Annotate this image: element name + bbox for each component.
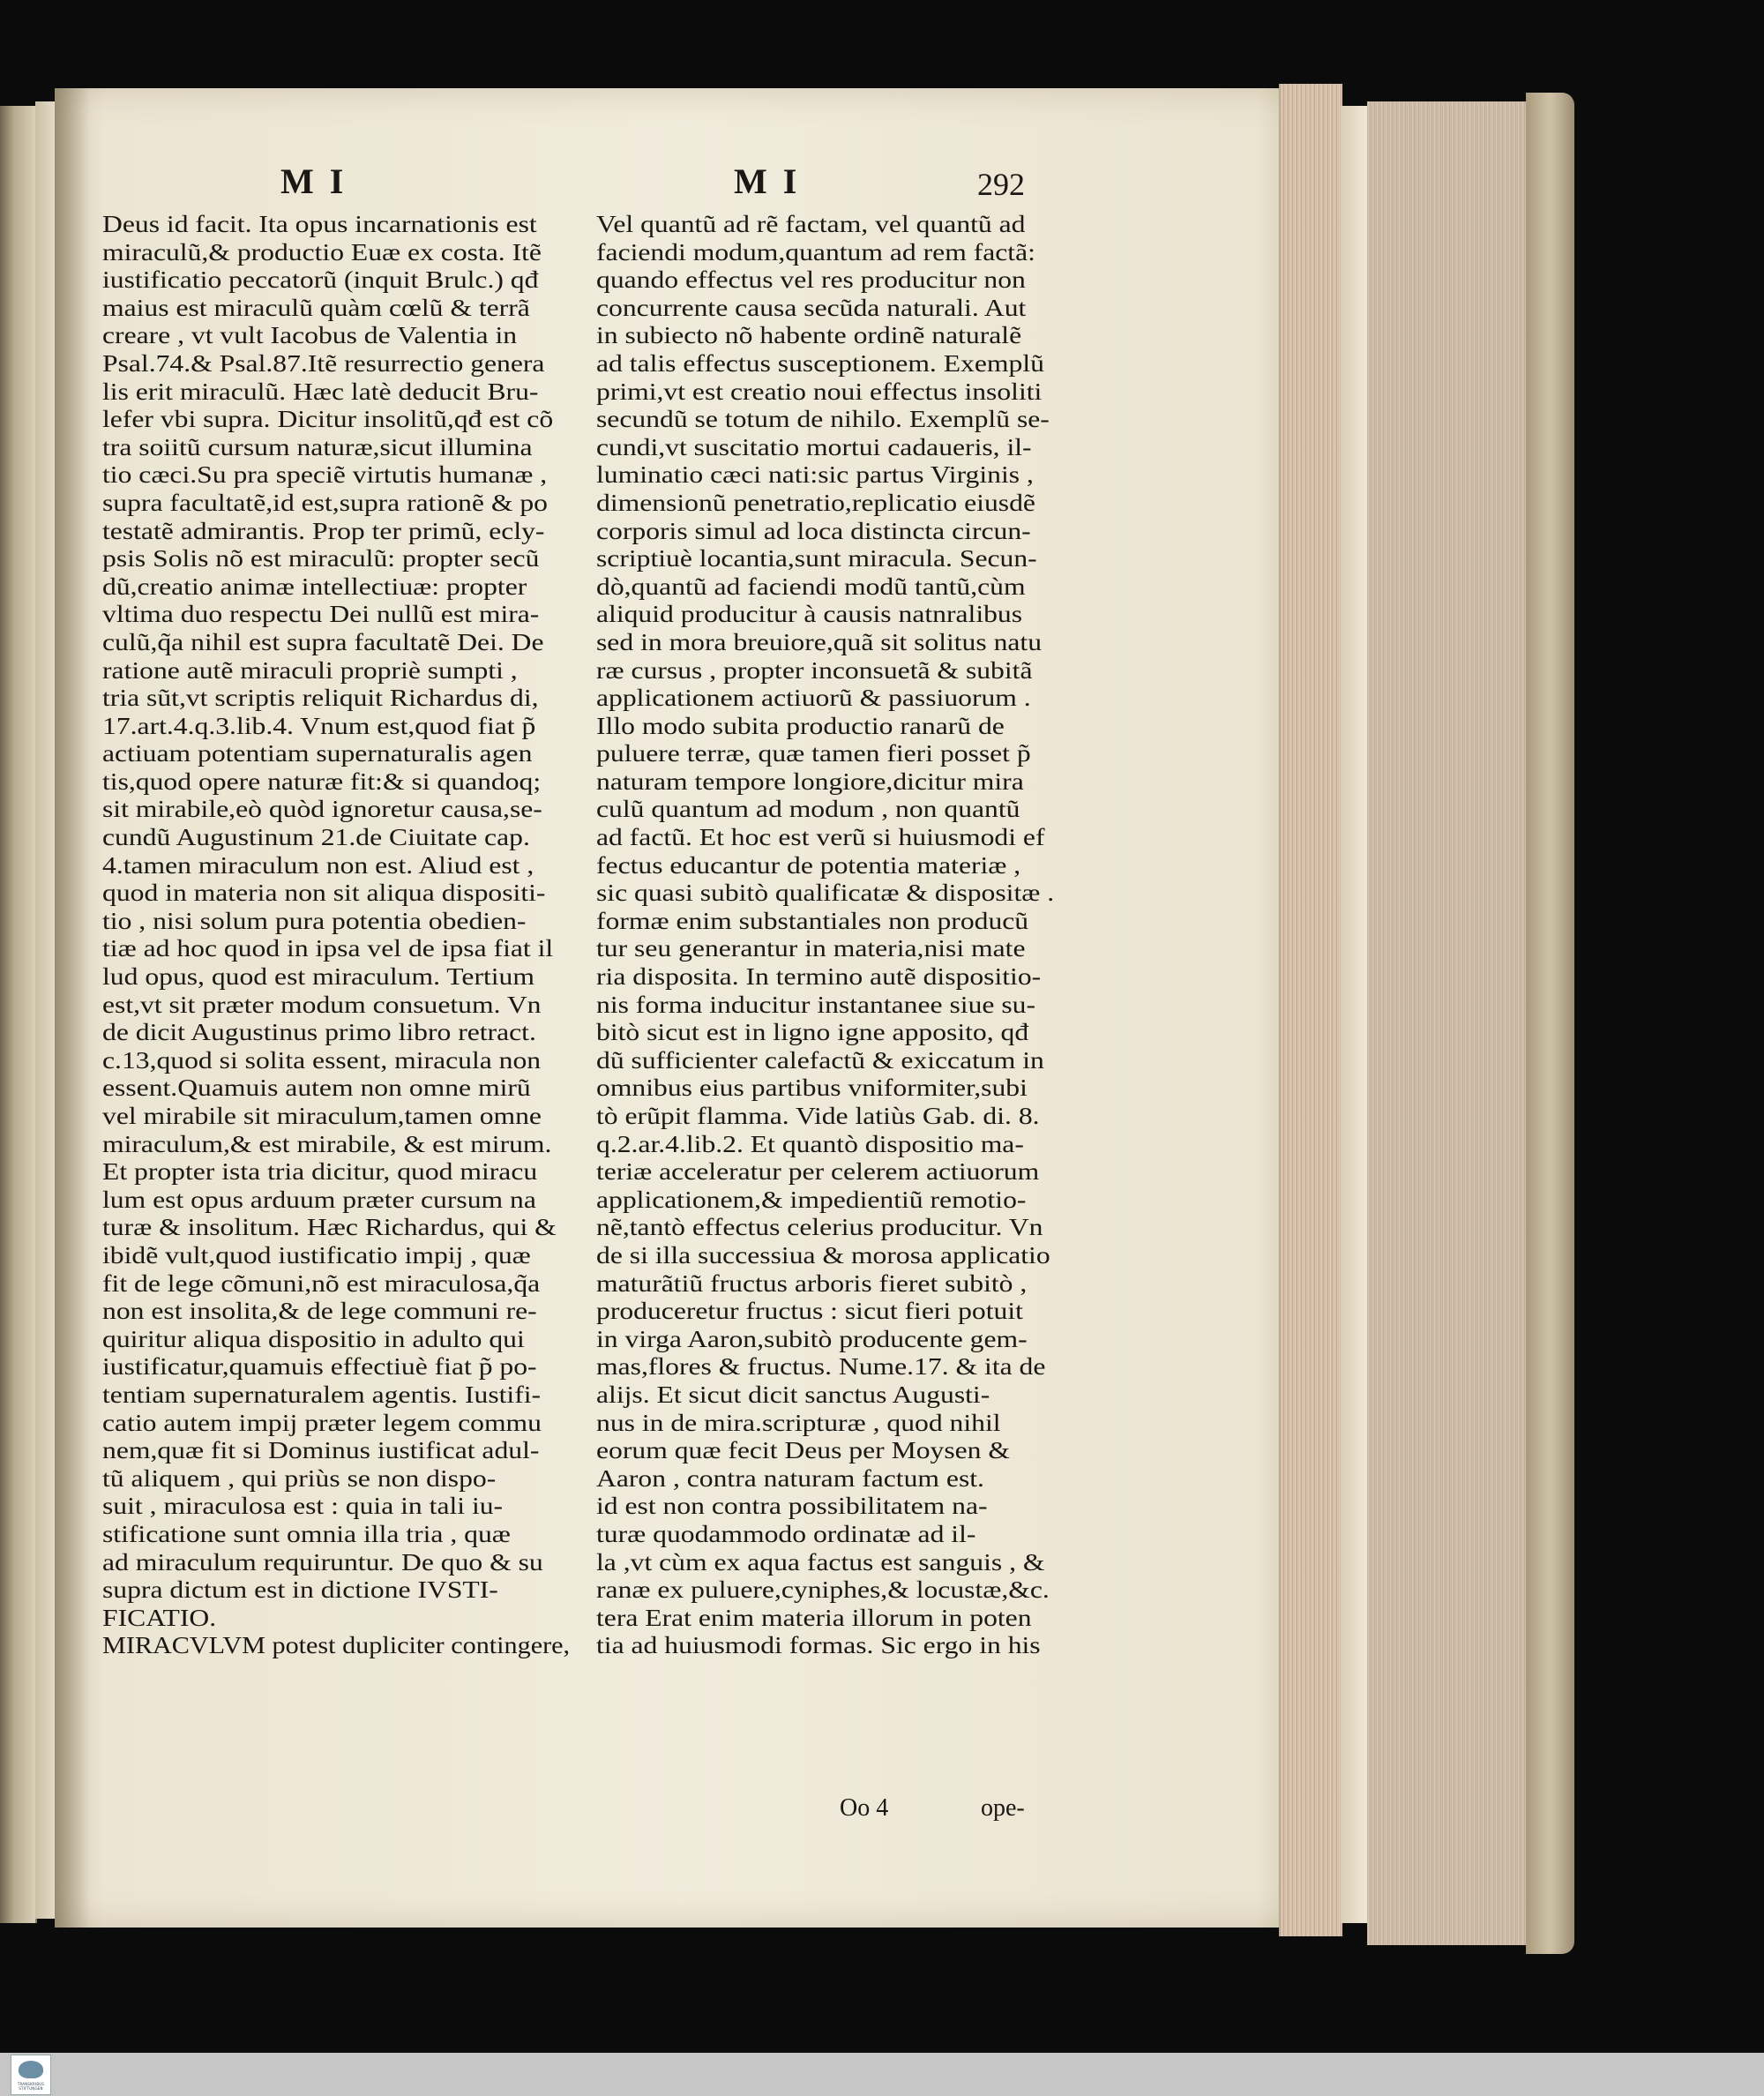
text-line: psis Solis nõ est miraculũ: propter secũ: [102, 544, 540, 573]
text-line: formæ enim substantiales non producũ: [596, 906, 1029, 934]
viewer-bottom-bar: [0, 2053, 1764, 2096]
text-line: quando effectus vel res producitur non: [596, 266, 1026, 294]
text-line: dò,quantũ ad faciendi modũ tantũ,cùm: [596, 572, 1026, 600]
text-line: cundi,vt suscitatio mortui cadaueris, il-: [596, 432, 1032, 460]
text-line: sit mirabile,eò quòd ignoretur causa,se-: [102, 795, 542, 823]
text-line: de si illa successiua & morosa applicatio: [596, 1240, 1050, 1269]
text-line: nus in de mira.scripturæ , quod nihil: [596, 1408, 1001, 1436]
catchword: ope-: [981, 1794, 1025, 1822]
text-line: secundũ se totum de nihilo. Exemplũ se-: [596, 405, 1050, 433]
text-line: fit de lege cõmuni,nõ est miraculosa,q̃a: [102, 1269, 541, 1297]
text-line: tur seu generantur in materia,nisi mate: [596, 934, 1026, 962]
text-line: lud opus, quod est miraculum. Tertium: [102, 962, 534, 991]
text-line: miraculum,& est mirabile, & est mirum.: [102, 1129, 552, 1157]
text-line: nem,quæ fit si Dominus iustificat adul-: [102, 1436, 540, 1464]
text-line: suit , miraculosa est : quia in tali iu-: [102, 1492, 504, 1520]
text-line: applicationem actiuorũ & passiuorum .: [596, 684, 1031, 712]
text-line: scriptiuè locantia,sunt miracula. Secun-: [596, 544, 1037, 573]
text-line: ranæ ex puluere,cyniphes,& locustæ,&c.: [596, 1576, 1050, 1604]
text-line: stificatione sunt omnia illa tria , quæ: [102, 1519, 511, 1547]
text-line: sed in mora breuiore,quã sit solitus natu: [596, 627, 1043, 655]
text-line: id est non contra possibilitatem na-: [596, 1492, 988, 1520]
text-line: tentiam supernaturalem agentis. Iustifi-: [102, 1380, 542, 1408]
book-cover: [1526, 93, 1574, 1954]
text-line: Vel quantũ ad rẽ factam, vel quantũ ad: [596, 210, 1026, 237]
text-line: ria disposita. In termino autẽ dispositio-: [596, 962, 1042, 991]
text-line: vltima duo respectu Dei nullũ est mira-: [102, 600, 540, 628]
text-line: concurrente causa secũda naturali. Aut: [596, 293, 1027, 321]
text-line: sic quasi subitò qualificatæ & dispositæ .: [596, 879, 1055, 907]
text-line: q.2.ar.4.lib.2. Et quantò dispositio ma-: [596, 1129, 1024, 1157]
text-line: MIRACVLVM potest dupliciter contingere,: [102, 1631, 571, 1659]
text-line: Illo modo subita productio ranarũ de: [596, 711, 1005, 739]
institution-logo: [11, 2055, 51, 2095]
text-line: iustificatio peccatorũ (inquit Brulc.) qđ: [102, 266, 539, 294]
text-line: Deus id facit. Ita opus incarnationis est: [102, 210, 537, 237]
text-line: applicationem,& impedientiũ remotio-: [596, 1185, 1027, 1213]
page-number: 292: [977, 167, 1025, 202]
right-text-column: [596, 210, 1090, 1659]
text-line: culũ quantum ad modum , non quantũ: [596, 795, 1020, 823]
text-line: turæ & insolitum. Hæc Richardus, qui &: [102, 1213, 557, 1241]
text-line: aliquid producitur à causis natnralibus: [596, 600, 1023, 628]
text-line: c.13,quod si solita essent, miracula non: [102, 1045, 542, 1074]
text-line: teriæ acceleratur per celerem actiuorum: [596, 1157, 1040, 1186]
text-line: tio , nisi solum pura potentia obedien-: [102, 906, 527, 934]
text-line: tra soiitũ cursum naturæ,sicut illumina: [102, 432, 533, 460]
text-line: tiæ ad hoc quod in ipsa vel de ipsa fiat il: [102, 934, 554, 962]
text-line: tia ad huiusmodi formas. Sic ergo in his: [596, 1631, 1041, 1659]
text-line: in subiecto nõ habente ordinẽ naturalẽ: [596, 321, 1022, 349]
text-line: la ,vt cùm ex aqua factus est sanguis , &: [596, 1547, 1045, 1576]
text-line: puluere terræ, quæ tamen fieri posset p̃: [596, 739, 1031, 767]
text-line: in virga Aaron,subitò producente gem-: [596, 1324, 1028, 1352]
logo-text: TRANSKRIBUS STIFTUNGEN: [17, 2082, 45, 2091]
logo-icon: [19, 2061, 43, 2078]
text-line: quiritur aliqua dispositio in adulto qui: [102, 1324, 525, 1352]
text-line: bitò sicut est in ligno igne apposito, qđ: [596, 1018, 1029, 1046]
text-line: dũ sufficienter calefactũ & exiccatum in: [596, 1045, 1044, 1074]
text-line: naturam tempore longiore,dicitur mira: [596, 767, 1024, 795]
text-line: corporis simul ad loca distincta circun-: [596, 516, 1031, 544]
text-line: Aaron , contra naturam factum est.: [596, 1463, 984, 1492]
text-line: cundũ Augustinum 21.de Ciuitate cap.: [102, 823, 530, 851]
text-line: tera Erat enim materia illorum in poten: [596, 1603, 1032, 1631]
text-line: 17.art.4.q.3.lib.4. Vnum est,quod fiat p̃: [102, 711, 536, 739]
left-page-edge: [0, 106, 37, 1923]
text-line: produceretur fructus : sicut fieri potuit: [596, 1297, 1023, 1325]
text-line: miraculũ,& productio Euæ ex costa. Itẽ: [102, 237, 542, 266]
text-line: non est insolita,& de lege communi re-: [102, 1297, 537, 1325]
text-line: supra dictum est in dictione IVSTI-: [102, 1576, 498, 1604]
signature-mark: Oo 4: [840, 1794, 889, 1822]
text-line: omnibus eius partibus vniformiter,subi: [596, 1074, 1028, 1102]
text-line: lis erit miraculũ. Hæc latè deducit Bru-: [102, 377, 539, 405]
text-line: nis forma inducitur instantanee siue su-: [596, 990, 1035, 1018]
text-line: eorum quæ fecit Deus per Moysen &: [596, 1436, 1011, 1464]
text-line: lum est opus arduum præter cursum na: [102, 1185, 536, 1213]
text-line: fectus educantur de potentia materiæ ,: [596, 850, 1021, 879]
fore-edge: [1341, 106, 1367, 1923]
text-line: luminatio cæci nati:sic partus Virginis ,: [596, 460, 1034, 489]
text-line: tria sũt,vt scriptis reliquit Richardus di,: [102, 684, 539, 712]
page-stack: [1279, 84, 1342, 1936]
text-line: tò erũpit flamma. Vide latiùs Gab. di. 8.: [596, 1102, 1040, 1129]
text-line: essent.Quamuis autem non omne mirũ: [102, 1074, 531, 1102]
left-running-head: MI: [280, 161, 360, 201]
text-line: lefer vbi supra. Dicitur insolitũ,qđ est cõ: [102, 405, 554, 433]
text-line: ræ cursus , propter inconsuetã & subitã: [596, 655, 1033, 684]
text-line: 4.tamen miraculum non est. Aliud est ,: [102, 850, 534, 879]
fore-edge-stack: [1367, 101, 1529, 1945]
text-line: ad factũ. Et hoc est verũ si huiusmodi ef: [596, 823, 1045, 851]
text-line: ad miraculum requiruntur. De quo & su: [102, 1547, 543, 1576]
text-line: turæ quodammodo ordinatæ ad il-: [596, 1519, 976, 1547]
text-line: primi,vt est creatio noui effectus insoliti: [596, 377, 1043, 405]
text-line: Et propter ista tria dicitur, quod miracu: [102, 1157, 538, 1186]
text-line: ratione autẽ miraculi propriè sumpti ,: [102, 655, 518, 684]
left-text-column: [102, 210, 570, 1659]
text-line: ad talis effectus susceptionem. Exemplũ: [596, 348, 1044, 377]
text-line: alijs. Et sicut dicit sanctus Augusti-: [596, 1380, 990, 1408]
text-line: catio autem impij præter legem commu: [102, 1408, 542, 1436]
text-line: actiuam potentiam supernaturalis agen: [102, 739, 533, 767]
right-running-head: MI: [734, 161, 813, 201]
text-line: testatẽ admirantis. Prop ter primũ, ecly-: [102, 516, 545, 544]
text-line: dũ,creatio animæ intellectiuæ: propter: [102, 572, 527, 600]
text-line: vel mirabile sit miraculum,tamen omne: [102, 1102, 542, 1129]
text-line: faciendi modum,quantum ad rem factã:: [596, 237, 1035, 266]
text-line: FICATIO.: [102, 1603, 217, 1631]
text-line: culũ,q̃a nihil est supra facultatẽ Dei. De: [102, 627, 544, 655]
text-line: ibidẽ vult,quod iustificatio impij , quæ: [102, 1240, 531, 1269]
text-line: tis,quod opere naturæ fit:& si quandoq;: [102, 767, 542, 795]
text-line: mas,flores & fructus. Nume.17. & ita de: [596, 1352, 1046, 1381]
text-line: maturãtiũ fructus arboris fieret subitò ,: [596, 1269, 1028, 1297]
text-line: supra facultatẽ,id est,supra rationẽ & po: [102, 488, 548, 516]
text-line: iustificatur,quamuis effectiuè fiat p̃ po-: [102, 1352, 537, 1381]
text-line: creare , vt vult Iacobus de Valentia in: [102, 321, 518, 349]
text-line: de dicit Augustinus primo libro retract.: [102, 1018, 536, 1046]
text-line: nẽ,tantò effectus celerius producitur. Vn: [596, 1213, 1043, 1241]
text-line: tio cæci.Su pra speciẽ virtutis humanæ ,: [102, 460, 548, 489]
text-line: maius est miraculũ quàm cœlũ & terrã: [102, 293, 530, 321]
text-line: Psal.74.& Psal.87.Itẽ resurrectio genera: [102, 348, 545, 377]
text-line: dimensionũ penetratio,replicatio eiusdẽ: [596, 488, 1035, 516]
text-line: quod in materia non sit aliqua dispositi-: [102, 879, 546, 907]
gutter-shadow: [55, 88, 90, 1928]
text-line: est,vt sit præter modum consuetum. Vn: [102, 990, 542, 1018]
text-line: tũ aliquem , qui priùs se non dispo-: [102, 1463, 497, 1492]
